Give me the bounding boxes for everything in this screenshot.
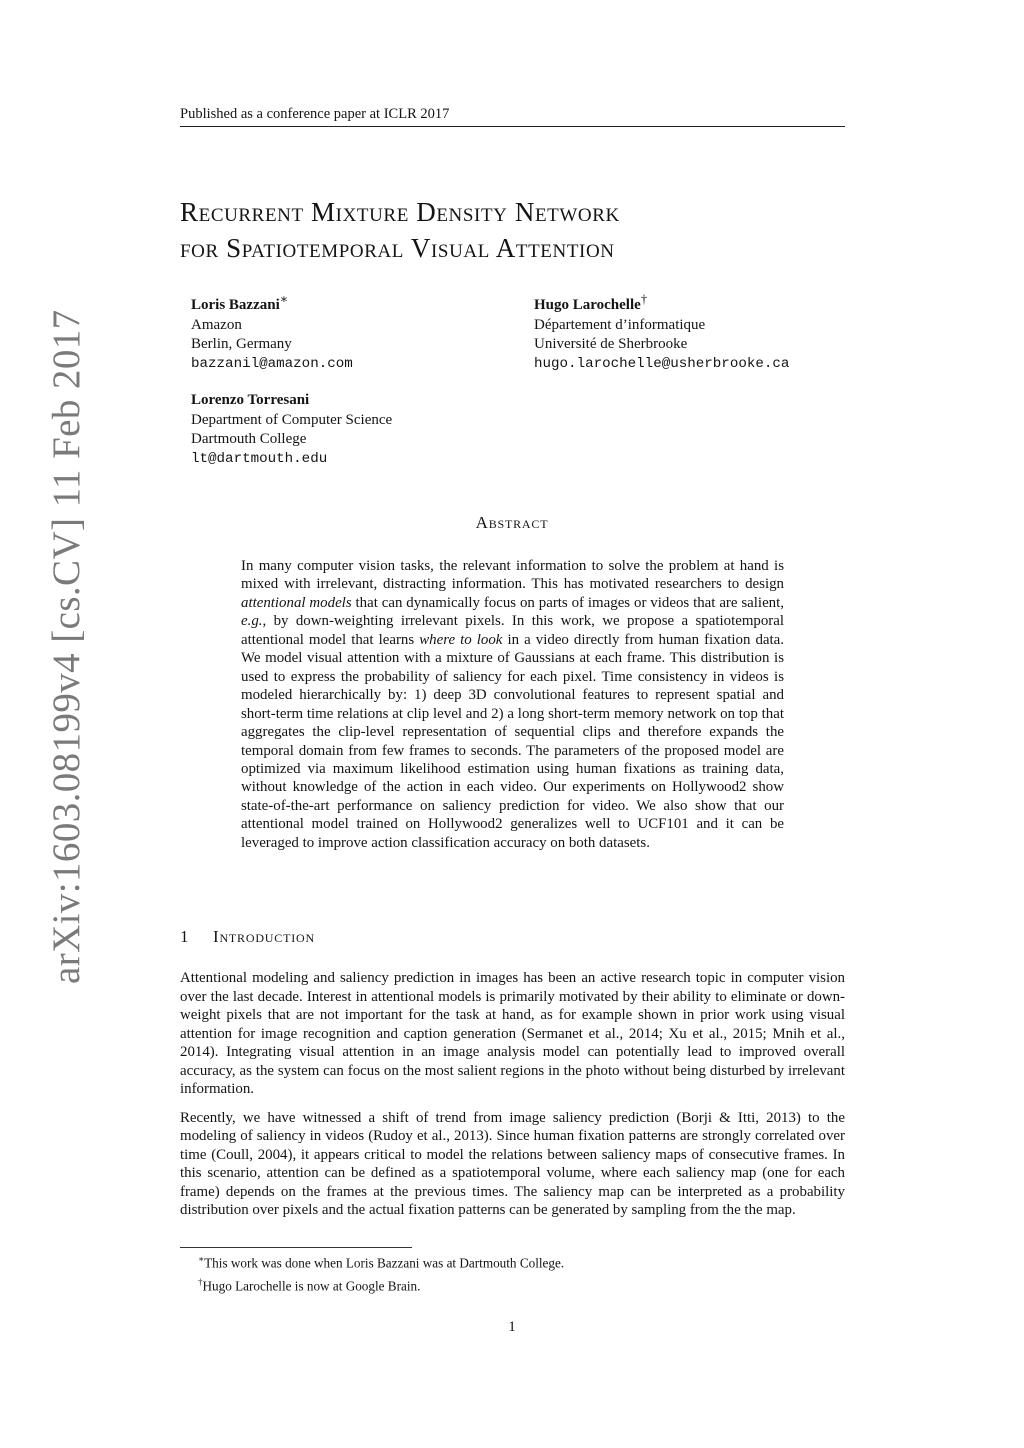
- abstract-emphasis: e.g.: [241, 613, 263, 630]
- author-location: Berlin, Germany: [191, 336, 292, 352]
- abstract-text-run: in a video directly from human fixation data. We model visual attention with a mixture of Gaussians at each frame. This distribution is used to express the probability of saliency for each pixel. Time consistency in videos is modeled hierarchically by: 1) deep 3D convolutional features to represent spatial and short-term time relations at clip level and 2) a long short-term memory network on top that aggregates the clip-level representation of sequential clips and therefore expands the temporal domain from few frames to seconds. The parameters of the proposed model are optimized via maximum likelihood estimation using human fixations as training data, without knowledge of the action in each video. Our experiments on Hollywood2 show state-of-the-art performance on saliency prediction for video. We also show that our attentional model trained on Hollywood2 generalizes well to UCF101 and it can be leveraged to improve action classification accuracy on both datasets.: [241, 631, 784, 851]
- author-name: Lorenzo Torresani: [191, 392, 310, 408]
- author-email: hugo.larochelle@usherbrooke.ca: [534, 355, 790, 372]
- page-number: 1: [508, 1319, 516, 1335]
- author-block-torresani: [191, 391, 392, 469]
- abstract-text-run: In many computer vision tasks, the relevant information to solve the problem at hand is mixed with irrelevant, distracting information. This has motivated researchers to design: [241, 558, 784, 593]
- abstract-text: [241, 557, 784, 852]
- title-line-1: Recurrent Mixture Density Network: [180, 197, 620, 227]
- introduction-body: [180, 969, 845, 1230]
- footnotes: [198, 1250, 564, 1296]
- running-header: Published as a conference paper at ICLR 2017: [180, 106, 845, 127]
- author-footnote-mark: ∗: [279, 292, 289, 306]
- footnote-mark: ∗: [198, 1254, 205, 1264]
- arxiv-identifier-stamp: arXiv:1603.08199v4 [cs.CV] 11 Feb 2017: [45, 309, 88, 984]
- paper-title: [180, 194, 880, 266]
- abstract-heading: Abstract: [475, 513, 549, 532]
- author-affiliation: Amazon: [191, 316, 242, 333]
- author-block-bazzani: [191, 290, 353, 374]
- author-email: lt@dartmouth.edu: [191, 450, 328, 467]
- section-number: 1: [180, 927, 189, 946]
- author-affiliation: Department of Computer Science: [191, 411, 393, 428]
- footnote-text: This work was done when Loris Bazzani was at Dartmouth College.: [204, 1255, 565, 1271]
- author-affiliation: Département d’informatique: [534, 316, 706, 333]
- author-location: Dartmouth College: [191, 431, 307, 447]
- abstract-text-run: that can dynamically focus on parts of images or videos that are salient,: [351, 594, 784, 611]
- footnote-divider: [180, 1247, 412, 1248]
- author-name: Loris Bazzani: [191, 297, 280, 313]
- author-footnote-mark: †: [640, 292, 648, 306]
- footnote: [198, 1250, 564, 1273]
- author-location: Université de Sherbrooke: [534, 336, 688, 352]
- abstract-emphasis: where to look: [419, 631, 503, 648]
- footnote: [198, 1273, 564, 1296]
- introduction-heading: [180, 927, 315, 947]
- introduction-paragraph: Recently, we have witnessed a shift of trend from image saliency prediction (Borji & Itti, 2013) to the modeling of saliency in videos (Rudoy et al., 2013). Since human fixation patterns are strongly correlated over time (Coull, 2004), it appears critical to model the relations between saliency maps of consecutive frames. In this scenario, attention can be defined as a spatiotemporal volume, where each saliency map (one for each frame) depends on the frames at the previous times. The saliency map can be interpreted as a probability distribution over pixels and the actual fixation patterns can be generated by sampling from the the map.: [180, 1109, 845, 1218]
- abstract-emphasis: attentional models: [241, 594, 352, 611]
- author-name: Hugo Larochelle: [534, 297, 641, 313]
- abstract-text-run: , by down-weighting irrelevant pixels. In this work, we propose a spatiotemporal attentional model that learns: [241, 613, 784, 648]
- author-block-larochelle: [534, 290, 789, 374]
- title-line-2: for Spatiotemporal Visual Attention: [180, 233, 615, 263]
- section-title: Introduction: [213, 927, 315, 946]
- author-email: bazzanil@amazon.com: [191, 355, 353, 372]
- footnote-text: Hugo Larochelle is now at Google Brain.: [202, 1278, 421, 1294]
- introduction-paragraph: Attentional modeling and saliency prediction in images has been an active research topic in computer vision over the last decade. Interest in attentional models is primarily motivated by their ability to eliminate or down-weight pixels that are not important for the task at hand, as for example shown in prior work using visual attention for image recognition and caption generation (Sermanet et al., 2014; Xu et al., 2015; Mnih et al., 2014). Integrating visual attention in an image analysis model can potentially lead to improved overall accuracy, as the system can focus on the most salient regions in the photo without being disturbed by irrelevant information.: [180, 970, 845, 1097]
- footnote-mark: †: [198, 1276, 203, 1287]
